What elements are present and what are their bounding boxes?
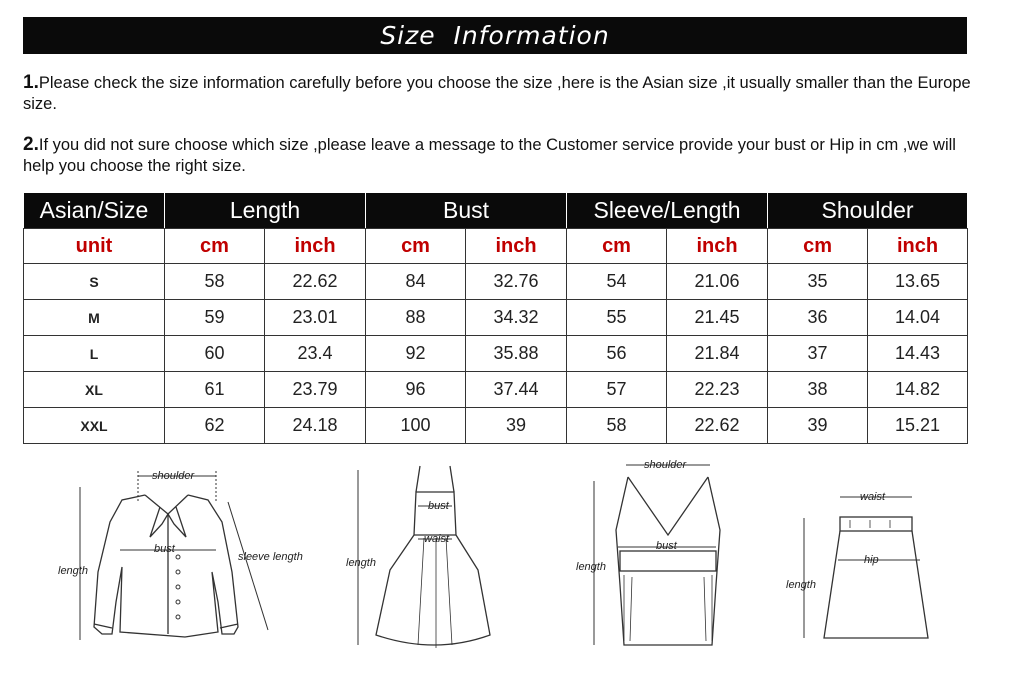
table-cell: 39 (466, 408, 567, 444)
shirt-length-label: length (58, 565, 88, 577)
top-shoulder-label: shoulder (644, 459, 687, 471)
shirt-bust-label: bust (154, 543, 175, 555)
table-cell: 13.65 (868, 264, 968, 300)
table-row (24, 372, 968, 408)
size-label: M (24, 300, 165, 336)
unit-cell: unit (24, 229, 165, 264)
skirt-hip-label: hip (864, 554, 879, 566)
table-row (24, 300, 968, 336)
table-cell: 100 (366, 408, 466, 444)
table-cell: 58 (165, 264, 265, 300)
table-cell: 14.82 (868, 372, 968, 408)
table-cell: 15.21 (868, 408, 968, 444)
table-cell: 23.79 (265, 372, 366, 408)
table-cell: 57 (567, 372, 667, 408)
size-label: XXL (24, 408, 165, 444)
dress-length-label: length (346, 557, 376, 569)
table-cell: 35 (768, 264, 868, 300)
dress-diagram (340, 460, 520, 675)
size-label: L (24, 336, 165, 372)
table-cell: 34.32 (466, 300, 567, 336)
skirt-length-label: length (786, 579, 816, 591)
unit-cell: cm (768, 229, 868, 264)
table-header-row (24, 193, 968, 229)
table-cell: 14.43 (868, 336, 968, 372)
table-cell: 23.01 (265, 300, 366, 336)
table-cell: 21.84 (667, 336, 768, 372)
table-cell: 35.88 (466, 336, 567, 372)
note-2-number: 2. (23, 134, 39, 155)
table-cell: 21.45 (667, 300, 768, 336)
table-cell: 38 (768, 372, 868, 408)
header-shoulder: Shoulder (768, 193, 968, 229)
size-information-banner (23, 17, 967, 54)
table-cell: 56 (567, 336, 667, 372)
table-cell: 36 (768, 300, 868, 336)
note-1-number: 1. (23, 72, 39, 93)
header-asian-size: Asian/Size (24, 193, 165, 229)
table-cell: 22.62 (265, 264, 366, 300)
table-cell: 88 (366, 300, 466, 336)
unit-cell: cm (366, 229, 466, 264)
table-cell: 60 (165, 336, 265, 372)
banner-title: Size Information (380, 21, 610, 50)
table-cell: 22.23 (667, 372, 768, 408)
table-cell: 14.04 (868, 300, 968, 336)
size-label: S (24, 264, 165, 300)
top-diagram (570, 455, 740, 670)
note-1-text: Please check the size information carefully before you choose the size ,here is the Asian size ,it usually smaller than the Europe size. (23, 74, 971, 113)
shirt-shoulder-label: shoulder (152, 470, 195, 482)
unit-cell: inch (667, 229, 768, 264)
table-cell: 22.62 (667, 408, 768, 444)
unit-cell: inch (466, 229, 567, 264)
note-1 (23, 72, 973, 115)
table-cell: 54 (567, 264, 667, 300)
table-cell: 21.06 (667, 264, 768, 300)
size-table (23, 192, 968, 444)
table-cell: 39 (768, 408, 868, 444)
unit-cell: cm (567, 229, 667, 264)
unit-cell: inch (265, 229, 366, 264)
top-length-label: length (576, 561, 606, 573)
header-bust: Bust (366, 193, 567, 229)
table-row (24, 264, 968, 300)
table-cell: 32.76 (466, 264, 567, 300)
header-sleeve-length: Sleeve/Length (567, 193, 768, 229)
table-cell: 96 (366, 372, 466, 408)
table-cell: 59 (165, 300, 265, 336)
table-cell: 37 (768, 336, 868, 372)
table-cell: 84 (366, 264, 466, 300)
table-cell: 24.18 (265, 408, 366, 444)
table-cell: 37.44 (466, 372, 567, 408)
shirt-diagram (50, 462, 320, 677)
table-cell: 58 (567, 408, 667, 444)
table-row (24, 408, 968, 444)
table-cell: 61 (165, 372, 265, 408)
top-bust-label: bust (656, 540, 677, 552)
table-row (24, 336, 968, 372)
table-cell: 62 (165, 408, 265, 444)
table-cell: 55 (567, 300, 667, 336)
unit-cell: cm (165, 229, 265, 264)
skirt-waist-label: waist (860, 491, 886, 503)
table-cell: 23.4 (265, 336, 366, 372)
unit-row (24, 229, 968, 264)
shirt-sleeve-label: sleeve length (238, 551, 303, 563)
note-2 (23, 134, 973, 177)
header-length: Length (165, 193, 366, 229)
dress-bust-label: bust (428, 500, 449, 512)
table-cell: 92 (366, 336, 466, 372)
skirt-diagram (780, 480, 940, 655)
dress-waist-label: waist (424, 533, 450, 545)
size-label: XL (24, 372, 165, 408)
unit-cell: inch (868, 229, 968, 264)
note-2-text: If you did not sure choose which size ,please leave a message to the Customer service provide your bust or Hip in cm ,we will help you choose the right size. (23, 136, 956, 175)
